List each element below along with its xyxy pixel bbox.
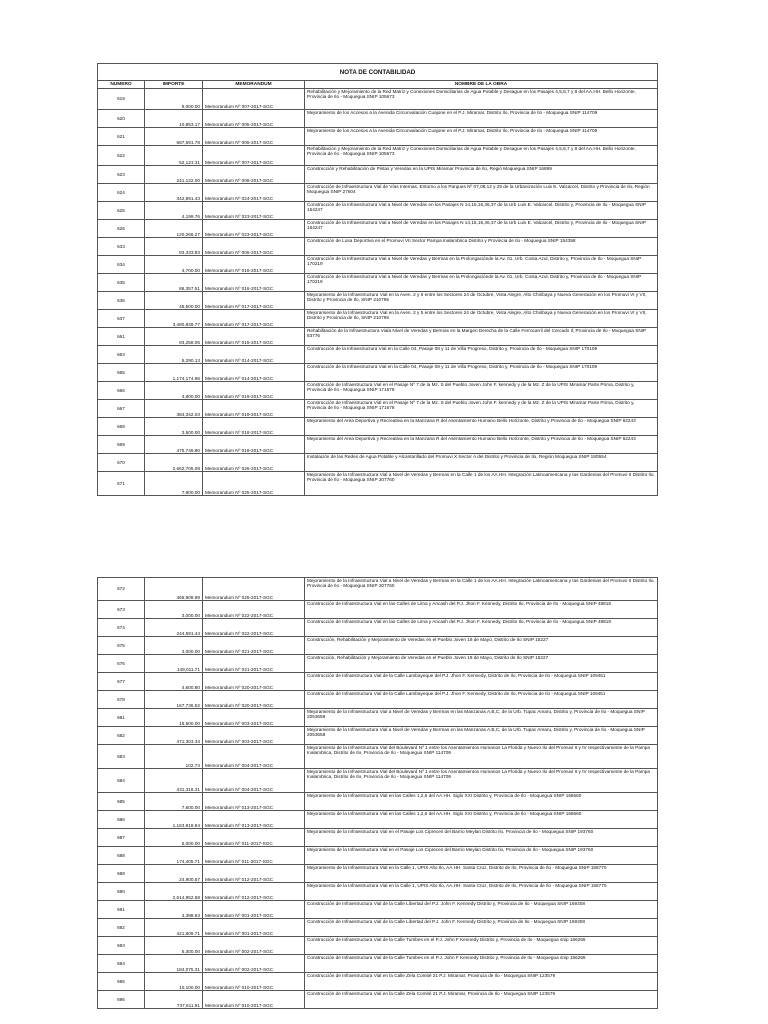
table-row [98,238,658,256]
table-row [98,578,658,601]
row-memorandum: Memorandum Nº 019-2017-SGC [203,382,305,400]
row-importe: 16,500.00 [145,709,203,727]
row-importe: 4,388.63 [145,901,203,919]
row-memorandum: Memorandum Nº 005-2017-SGC [203,128,305,146]
row-obra: Mejoramiento de la Infraestructura Vial en la Calle 1, UPIS Alto Ilo, AA.HH. Santa Cruz, Distrito de Ilo, Provincia de Ilo - Moquegua SNIP 158770 [305,865,658,883]
table-row [98,655,658,673]
row-memorandum: Memorandum Nº 017-2017-SGC [203,310,305,328]
row-numero: 637 [98,310,145,328]
row-numero: 695 [98,973,145,991]
row-obra: Construcción de la Infraestructura Vial en la Calle 04, Pasaje 08 y 11 de Villa Progreso, Distrito y, Provincia de Ilo - Moquegua SNIP 170109 [305,346,658,364]
row-numero: 623 [98,166,145,184]
row-numero: 694 [98,955,145,973]
row-numero: 670 [98,454,145,472]
row-obra: Construcción de la Infraestructura Vial a Nivel de Veredas y Bermas en la Prolongaciónde la Av. 01, Urb. Costa Azul, Distrito y, Provincia de Ilo - Moquegua SNIP 170219 [305,274,658,292]
row-memorandum: Memorandum Nº 016-2017-SGC [203,274,305,292]
row-numero: 625 [98,202,145,220]
row-obra: Construcción de Infraestructura Vial de la Calle Libertad del P.J. John F. Kennedy Distrito y, Provincia de Ilo - Moquegua SNIP 169308 [305,901,658,919]
row-memorandum: Memorandum Nº 010-2017-SGC [203,973,305,991]
table-row [98,292,658,310]
row-obra: Mejoramiento de la Infraestructura Vial en la Aven. 2 y 5 entre los Sectores 24 de Octubre, Vista Alegre, Alto Chiribaya y Nueva Generación en los Promuvi VI y VII, Distrito y Provincia de Ilo, SNIP 210795 [305,292,658,310]
row-importe: 475,746.80 [145,436,203,454]
table-row [98,110,658,128]
table-row [98,346,658,364]
row-importe: 149,011.71 [145,655,203,673]
row-obra: Construcción de Infraestructura Vial en el Pasaje Nº 7 de la Mz. S del Pueblo Joven John F. kennedy y de la Mz. Z de la UPIS Miramar Parte Prima, Distrito y, Provincia de Ilo - Moquegua SNIP 171678 [305,400,658,418]
row-importe: 102.73 [145,745,203,769]
row-numero: 636 [98,292,145,310]
row-memorandum: Memorandum Nº 023-2017-SGC [203,220,305,238]
row-obra: Construcción de la Infraestructura Vial a Nivel de Veredas y Bermas en la Prolongaciónde la Av. 01, Urb. Costa Azul, Distrito y, Provincia de Ilo - Moquegua SNIP 170219 [305,256,658,274]
row-numero: 668 [98,418,145,436]
row-numero: 634 [98,256,145,274]
row-obra: Construcción de Infraestructura Vial en las Calles de Lima y Ancash del P.J. Jhon F. Kennedy, Distrito Ilo, Provincia de Ilo - Moquegua SNIP 48818 [305,601,658,619]
table-row [98,364,658,382]
row-memorandum: Memorandum Nº 011-2017-SGC [203,847,305,865]
row-obra: Instalación de las Redes de Agua Potable y Alcantarillado del Promuvi X Sector A del Distrito y Provincia de Ilo, Región Moquegua SNIP 180554 [305,454,658,472]
row-numero: 635 [98,274,145,292]
row-obra: Construcción de Infraestructura Vial en la Calle Zela Comité 21 P.J. Miramar, Provincia de Ilo - Moquegua SNIP 123579 [305,991,658,1009]
row-numero: 661 [98,328,145,346]
row-memorandum: Memorandum Nº 024-2017-SGC [203,184,305,202]
table-row [98,829,658,847]
row-memorandum: Memorandum Nº 017-2017-SGC [203,292,305,310]
row-obra: Construcción de Infraestructura Vial en las Calles de Lima y Ancash del P.J. Jhon F. Kennedy, Distrito Ilo, Provincia de Ilo - Moquegua SNIP 48818 [305,619,658,637]
row-obra: Rehabilitación y Mejoramiento de la Red Matriz y Conexiones Domiciliarias de Agua Potable y Desague en los Pasajes 4,5,6,7 y 8 del AA.HH. Bello Horizonte, Provincia de Ilo - Moquegua SNIP 105673 [305,146,658,166]
row-numero: 663 [98,346,145,364]
table-row [98,220,658,238]
row-memorandum: Memorandum Nº 022-2017-SGC [203,601,305,619]
table-row [98,328,658,346]
table-row [98,146,658,166]
row-importe: 384,342.03 [145,400,203,418]
row-numero: 677 [98,673,145,691]
table-row [98,274,658,292]
row-importe: 184,075.31 [145,955,203,973]
table-row [98,865,658,883]
row-obra: Construcción de Infraestructura Vial de la Calle Lambayeque del P.J. Jhon F. Kennedy, Distrito de Ilo, Provincia de Ilo - Moquegua SNIP 109451 [305,673,658,691]
table-row [98,89,658,110]
row-importe: 5,300.00 [145,937,203,955]
row-importe: 3,480,849.77 [145,310,203,328]
row-obra: Rehabilitación y Mejoramiento de la Red Matriz y Conexiones Domiciliarias de Agua Potable y Desague en los Pasajes 4,5,6,7 y 8 del AA.HH. Bello Horizonte, Provincia de Ilo - Moquegua SNIP 105673 [305,89,658,110]
table-row [98,745,658,769]
table-row [98,709,658,727]
row-importe: 4,199.76 [145,202,203,220]
row-numero: 686 [98,811,145,829]
row-importe: 244,591.44 [145,619,203,637]
table-row [98,472,658,496]
row-numero: 665 [98,364,145,382]
row-importe: 3,000.00 [145,637,203,655]
row-obra: Construcción de la Infraestructura Vial a Nivel de Veredas en los Pasajes N 14,15,16,36,37 de la Urb Luis E. Valcarcel, Distrito y, Provincia de Ilo - Moquegua SNIP 164247 [305,220,658,238]
row-memorandum: Memorandum Nº 013-2017-SGC [203,811,305,829]
table-row [98,256,658,274]
row-memorandum: Memorandum Nº 025-2017-SGC [203,578,305,601]
row-obra: Construcción de Infraestructura Vial de Vías Internas, Entorno a los Parques Nº 07,08,12 y 25 de la Urbanización Luis E. Valcarcel, Distrito y Provincia de Ilo, Región Moquegua SNIP 27604 [305,184,658,202]
row-numero: 693 [98,937,145,955]
row-numero: 633 [98,238,145,256]
table-row [98,619,658,637]
row-numero: 685 [98,793,145,811]
table-row [98,382,658,400]
row-obra: Mejoramiento de la Infraestructura Vial en la Calle 1, UPIS Alto Ilo, AA.HH. Santa Cruz, Distrito de Ilo, Provincia de Ilo - Moquegua SNIP 158770 [305,883,658,901]
table-row [98,793,658,811]
row-importe: 241,122.00 [145,166,203,184]
table-row [98,883,658,901]
row-numero: 673 [98,601,145,619]
row-memorandum: Memorandum Nº 020-2017-SGC [203,673,305,691]
table-row [98,418,658,436]
header-numero: NUMERO [98,81,145,89]
row-memorandum: Memorandum Nº 026-2017-SGC [203,454,305,472]
row-numero: 682 [98,727,145,745]
row-numero: 620 [98,110,145,128]
row-importe: 687,591.78 [145,128,203,146]
row-importe: 421,809.71 [145,919,203,937]
row-obra: Construcción de Infraestructura Vial en el Pasaje Nº 7 de la Mz. S del Pueblo Joven John F. kennedy y de la Mz. Z de la UPIS Miramar Parte Prima, Distrito y, Provincia de Ilo - Moquegua SNIP 171678 [305,382,658,400]
row-memorandum: Memorandum Nº 005-2017-SGC [203,110,305,128]
row-obra: Construcción y Rehabilitación de Pistas y Veredas en la UPIS Miramar Provincia de Ilo, Regió Moquegua SNIP 16899 [305,166,658,184]
table-row [98,955,658,973]
row-importe: 5,000.00 [145,829,203,847]
row-obra: Construcción, Rehabilitación y Mejoramiento de Veredas en el Pueblo Joven 18 de Mayo, Distrito de Ilo SNIP 15227 [305,655,658,673]
row-memorandum: Memorandum Nº 007-2017-SGC [203,89,305,110]
table-row [98,166,658,184]
row-importe: 93,333.83 [145,238,203,256]
table-row [98,727,658,745]
row-memorandum: Memorandum Nº 001-2017-SGC [203,919,305,937]
table-row [98,991,658,1009]
row-obra: Mejoramiento de la Infraestructura Vial a Nivel de Veredas y Bermas en las Manzanas A,B,C, de la Urb. Tupac Amaru, Distrito y, Provincia de Ilo - Moquegua SNIP 2053658 [305,727,658,745]
row-memorandum: Memorandum Nº 023-2017-SGC [203,202,305,220]
row-importe: 7,900.00 [145,472,203,496]
row-memorandum: Memorandum Nº 019-2017-SGC [203,400,305,418]
row-importe: 3,500.00 [145,418,203,436]
row-importe: 120,266.27 [145,220,203,238]
table-row [98,673,658,691]
row-numero: 622 [98,146,145,166]
row-memorandum: Memorandum Nº 006-2017-SGC [203,238,305,256]
row-obra: Mejoramiento de la Infraestructura Vial en la Aven. 2 y 5 entre los Sectores 24 de Octubre, Vista Alegre, Alto Chiribaya y Nueva Generación en los Promuvi VI y VII, Distrito y Provincia de Ilo, SNIP 210795 [305,310,658,328]
row-numero: 666 [98,382,145,400]
row-obra: Mejoramiento de la Infraestructura Vial en el Pasaje Los Cipreces del Barrio Meylan Distrito Ilo, Provincia de Ilo - Moquegua SNIP 193760 [305,847,658,865]
row-importe: 471,303.34 [145,727,203,745]
table-row [98,202,658,220]
table-row [98,454,658,472]
row-importe: 9,000.00 [145,89,203,110]
row-obra: Mejoramiento del Area Deportiva y Recreativa en la Manzana R del Asentamiento Humano Bello Horizonte, Distrito y Provincia de Ilo - Moquegua SNIP 62243 [305,436,658,454]
table-row [98,601,658,619]
row-memorandum: Memorandum Nº 014-2017-SGC [203,364,305,382]
row-numero: 671 [98,472,145,496]
row-memorandum: Memorandum Nº 008-2017-SGC [203,166,305,184]
row-numero: 688 [98,847,145,865]
row-numero: 619 [98,89,145,110]
table-row [98,811,658,829]
row-numero: 683 [98,745,145,769]
row-importe: 3,000.00 [145,601,203,619]
row-obra: Mejoramiento de los Accesos a la Avenida Circunvalación Cuajone en el P.J. Miramar, Distrito Ilo, Provincia de Ilo - Moquegua SNIP 114709 [305,110,658,128]
row-numero: 621 [98,128,145,146]
row-numero: 624 [98,184,145,202]
row-memorandum: Memorandum Nº 013-2017-SGC [203,793,305,811]
row-numero: 690 [98,883,145,901]
row-obra: Rehabilitación de la Infraestructura Viala Nivel de Veredas y Bermas en la Margen Derecha de la Calle Ferrocarril del Cercado Il, Provincia de Ilo - Moquegua SNIP 83776 [305,328,658,346]
row-memorandum: Memorandum Nº 018-2017-SGC [203,436,305,454]
row-importe: 167,736.52 [145,691,203,709]
row-memorandum: Memorandum Nº 016-2017-SGC [203,256,305,274]
row-obra: Construcción de Infraestructura Vial de la Calle Libertad del P.J. John F. Kennedy Distrito y, Provincia de Ilo - Moquegua SNIP 169308 [305,919,658,937]
row-numero: 667 [98,400,145,418]
row-obra: Mejoramiento del Area Deportiva y Recreativa en la Manzana R del Asentamiento Humano Bello Horizonte, Distrito y Provincia de Ilo - Moquegua SNIP 62243 [305,418,658,436]
row-memorandum: Memorandum Nº 020-2017-SGC [203,691,305,709]
row-numero: 672 [98,578,145,601]
row-memorandum: Memorandum Nº 022-2017-SGC [203,619,305,637]
row-numero: 669 [98,436,145,454]
row-numero: 676 [98,655,145,673]
row-obra: Mejoramiento de la Infraestructura Vial del Boulevard Nº 1 entre los Asentamientos Humanos La Florida y Nuevo Ilo del Promuvi II y IV respectivamente de la Pampa Inalambrica, Distrito de Ilo, Provincia de Ilo - Moquegua SNIP 114709 [305,745,658,769]
row-memorandum: Memorandum Nº 004-2017-SGC [203,745,305,769]
row-obra: Construcción de Infraestructura Vial de la Calle Tumbes en el P.J. John F Kennedy Distrito y, Provincia de Ilo - Moquegua snip 166266 [305,955,658,973]
row-obra: Construcción de la Infraestructura Vial a Nivel de Veredas en los Pasajes N 14,15,16,36,37 de la Urb Luis E. Valcarcel, Distrito y, Provincia de Ilo - Moquegua SNIP 164247 [305,202,658,220]
row-memorandum: Memorandum Nº 004-2017-SGC [203,769,305,793]
row-obra: Mejoramiento de la Infraestructura Vial en el Pasaje Los Cipreces del Barrio Meylan Distrito Ilo, Provincia de Ilo - Moquegua SNIP 193760 [305,829,658,847]
row-memorandum: Memorandum Nº 003-2017-SGC [203,709,305,727]
row-importe: 52,123.31 [145,146,203,166]
header-importe: IMPORTE [145,81,203,89]
row-obra: Construcción de Losa Deportiva en el Promuvi VII Sector Pampa Inalambrica Distrito y Provincia de Ilo - Moquegua SNIP 154358 [305,238,658,256]
row-memorandum: Memorandum Nº 014-2017-SGC [203,346,305,364]
row-importe: 10,853.17 [145,110,203,128]
row-memorandum: Memorandum Nº 025-2017-SGC [203,472,305,496]
table-title: NOTA DE CONTABILIDAD [98,64,658,81]
row-importe: 1,174,174.96 [145,364,203,382]
table-row [98,919,658,937]
header-memorandum: MEMORANDUM [203,81,305,89]
row-importe: 24,900.57 [145,865,203,883]
row-obra: Mejoramiento de los Accesos a la Avenida Circunvalación Cuajone en el P.J. Miramar, Distrito Ilo, Provincia de Ilo - Moquegua SNIP 114709 [305,128,658,146]
row-numero: 691 [98,901,145,919]
row-numero: 678 [98,691,145,709]
row-obra: Construcción de Infraestructura Vial en la Calle Zela Comité 21 P.J. Miramar, Provincia de Ilo - Moquegua SNIP 123579 [305,973,658,991]
accounting-note-table-1 [97,63,658,496]
row-importe: 342,891.43 [145,184,203,202]
row-obra: Construcción de Infraestructura Vial de la Calle Lambayeque del P.J. Jhon F. Kennedy, Distrito de Ilo, Provincia de Ilo - Moquegua SNIP 109451 [305,691,658,709]
row-numero: 675 [98,637,145,655]
row-importe: 10,100.00 [145,973,203,991]
row-importe: 4,800.00 [145,382,203,400]
row-memorandum: Memorandum Nº 012-2017-SGC [203,883,305,901]
row-memorandum: Memorandum Nº 021-2017-SGC [203,637,305,655]
row-importe: 93,258.06 [145,328,203,346]
row-memorandum: Memorandum Nº 002-2017-SGC [203,937,305,955]
table-row [98,184,658,202]
table-row [98,310,658,328]
row-importe: 1,163,918.94 [145,811,203,829]
row-importe: 465,908.99 [145,578,203,601]
row-numero: 681 [98,709,145,727]
table-row [98,436,658,454]
row-numero: 692 [98,919,145,937]
row-obra: Construcción, Rehabilitación y Mejoramiento de Veredas en el Pueblo Joven 18 de Mayo, Distrito de Ilo SNIP 15227 [305,637,658,655]
table-row [98,847,658,865]
row-memorandum: Memorandum Nº 010-2017-SGC [203,991,305,1009]
table-header-row [98,81,658,89]
table-row [98,637,658,655]
row-memorandum: Memorandum Nº 003-2017-SGC [203,727,305,745]
row-obra: Mejoramiento de la Infraestructura Vial a Nivel de Veredas y Bermas en las Manzanas A,B,C, de la Urb. Tupac Amaru, Distrito y, Provincia de Ilo - Moquegua SNIP 2053658 [305,709,658,727]
row-numero: 687 [98,829,145,847]
row-memorandum: Memorandum Nº 018-2017-SGC [203,418,305,436]
row-importe: 7,600.00 [145,793,203,811]
row-numero: 626 [98,220,145,238]
table-title-row [98,64,658,81]
row-memorandum: Memorandum Nº 012-2017-SGC [203,865,305,883]
row-obra: Construcción de la Infraestructura Vial en la Calle 04, Pasaje 08 y 11 de Villa Progreso, Distrito y, Provincia de Ilo - Moquegua SNIP 170109 [305,364,658,382]
row-memorandum: Memorandum Nº 021-2017-SGC [203,655,305,673]
row-numero: 696 [98,991,145,1009]
accounting-note-table-2 [97,577,658,1009]
row-obra: Mejoramiento de la Infraestructura Vial a Nivel de Veredas y Bermas en la Calle 1 de los AA.HH. Integración Latinoamericana y las Gardenias del Promuvi II Distrito Ilo, Provincia de Ilo - Moquegua SNIP 207760 [305,472,658,496]
row-importe: 5,290.13 [145,346,203,364]
row-importe: 2,662,705.09 [145,454,203,472]
row-importe: 431,318.31 [145,769,203,793]
row-memorandum: Memorandum Nº 001-2017-SGC [203,901,305,919]
table-row [98,400,658,418]
row-memorandum: Memorandum Nº 002-2017-SGC [203,955,305,973]
row-obra: Mejoramiento de la Infraestructura Vial en las Calles 1,2,6 del AA.HH. Siglo XXI Distrito y, Provincia de Ilo - Moquegua SNIP 168660 [305,793,658,811]
header-obra: NOMBRE DE LA OBRA [305,81,658,89]
row-numero: 684 [98,769,145,793]
row-importe: 45,500.00 [145,292,203,310]
table-row [98,691,658,709]
row-memorandum: Memorandum Nº 015-2017-SGC [203,328,305,346]
row-importe: 174,405.71 [145,847,203,865]
row-numero: 689 [98,865,145,883]
row-importe: 86,357.51 [145,274,203,292]
row-memorandum: Memorandum Nº 011-2017-SGC [203,829,305,847]
row-importe: 4,600.80 [145,673,203,691]
table-row [98,973,658,991]
table-row [98,128,658,146]
table-row [98,769,658,793]
row-obra: Mejoramiento de la Infraestructura Vial en las Calles 1,2,6 del AA.HH. Siglo XXI Distrito y, Provincia de Ilo - Moquegua SNIP 168660 [305,811,658,829]
row-obra: Mejoramiento de la Infraestructura Vial del Boulevard Nº 1 entre los Asentamientos Humanos La Florida y Nuevo Ilo del Promuvi II y IV respectivamente de la Pampa Inalambrica, Distrito de Ilo, Provincia de Ilo - Moquegua SNIP 114709 [305,769,658,793]
table-row [98,937,658,955]
row-obra: Mejoramiento de la Infraestructura Vial a Nivel de Veredas y Bermas en la Calle 1 de los AA.HH. Integración Latinoamericana y las Gardenias del Promuvi II Distrito Ilo, Provincia de Ilo - Moquegua SNIP 207760 [305,578,658,601]
row-obra: Construcción de Infraestructura Vial de la Calle Tumbes en el P.J. John F Kennedy Distrito y, Provincia de Ilo - Moquegua snip 166266 [305,937,658,955]
row-importe: 4,700.00 [145,256,203,274]
table-row [98,901,658,919]
row-importe: 2,614,952.58 [145,883,203,901]
row-memorandum: Memorandum Nº 007-2017-SGC [203,146,305,166]
row-importe: 737,611.91 [145,991,203,1009]
row-numero: 674 [98,619,145,637]
